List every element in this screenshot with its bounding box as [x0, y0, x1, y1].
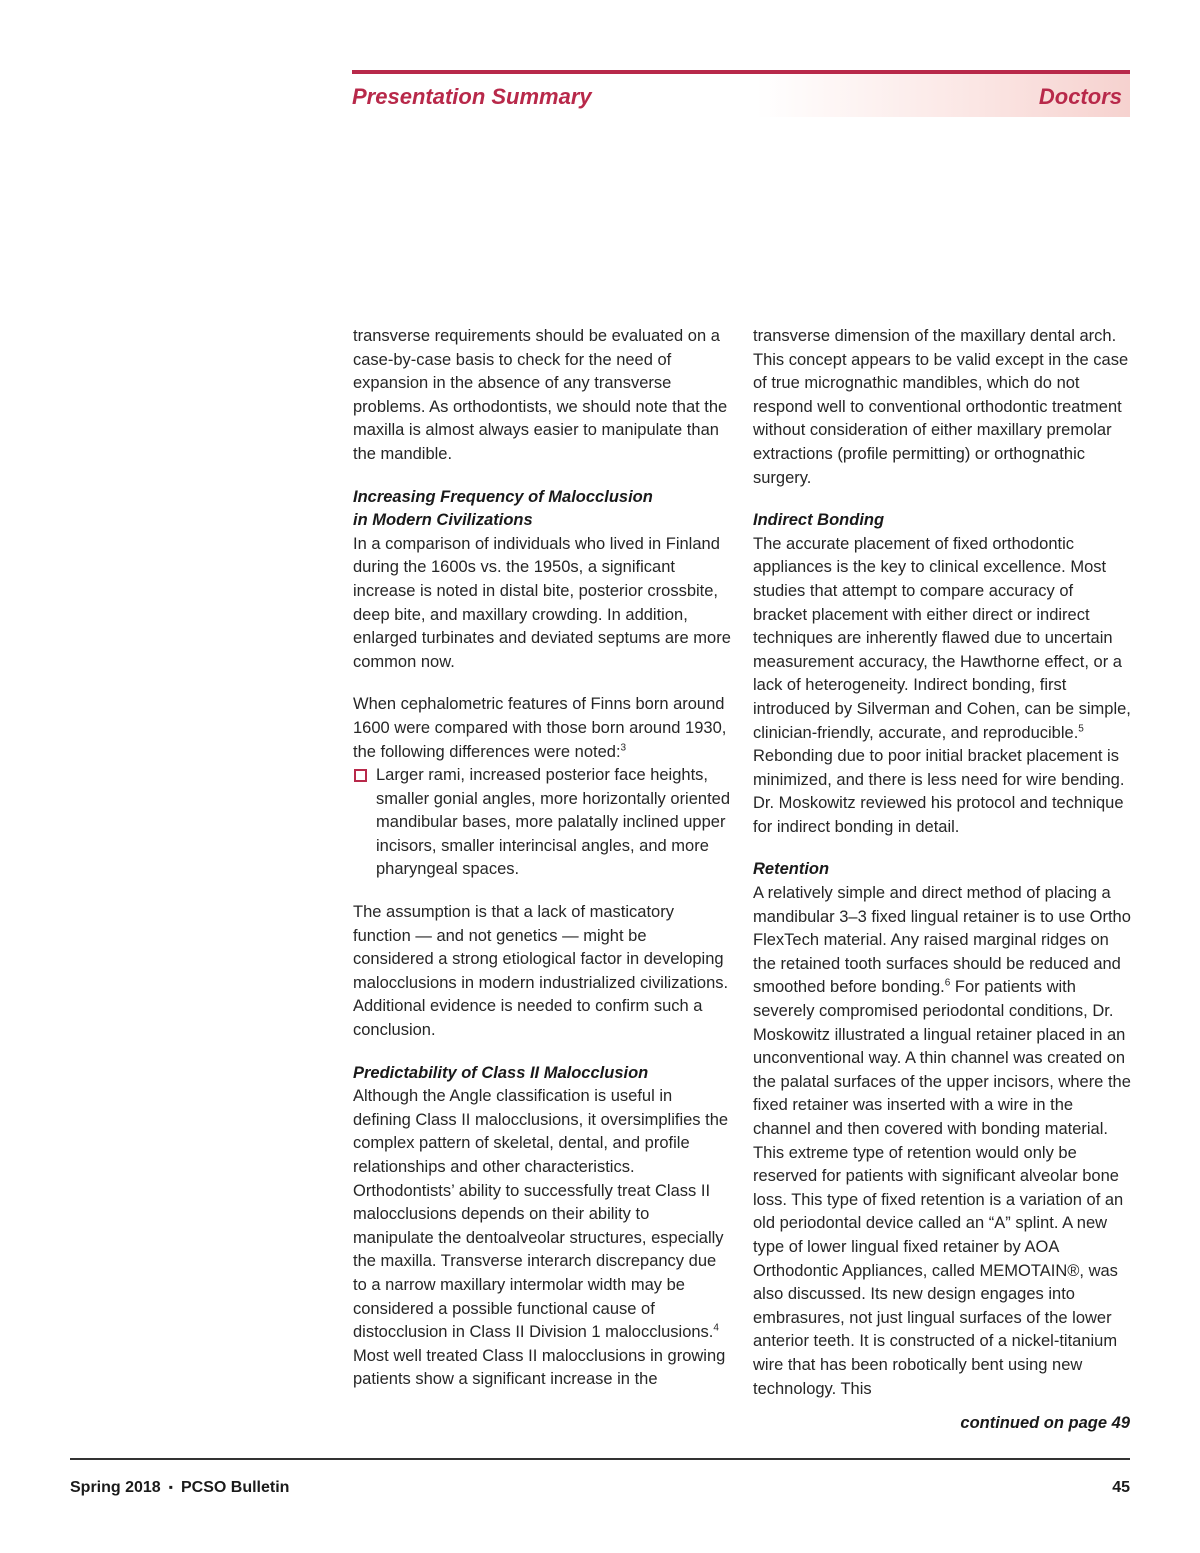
section-header	[352, 70, 1130, 117]
paragraph	[353, 693, 731, 764]
list-item	[353, 764, 731, 882]
paragraph	[753, 882, 1131, 1401]
reference-marker: 6	[944, 977, 951, 989]
reference-marker: 4	[713, 1322, 719, 1334]
paragraph	[753, 533, 1131, 840]
paragraph	[353, 1085, 731, 1392]
reference-marker: 3	[620, 742, 627, 753]
paragraph: In a comparison of individuals who lived in Finland during the 1600s vs. the 1950s, a significant increase is noted in distal bite, posterior crossbite, deep bite, and maxillary crowding. In addition, enlarged turbinates and deviated septums are more common now.	[353, 534, 731, 671]
left-column	[353, 325, 731, 1411]
list-item-text: Larger rami, increased posterior face heights, smaller gonial angles, more horizontally oriented mandibular bases, more palatally inclined upper incisors, smaller interincisal angles, and more pharyngeal spaces.	[376, 766, 731, 879]
reference-marker: 5	[1078, 723, 1084, 734]
paragraph-text: The accurate placement of fixed orthodontic appliances is the key to clinical excellence. Most studies that attempt to compare accuracy of bracket placement with either direct or indirect techniques are inherently flawed due to uncertain measurement accuracy, the Hawthorne effect, or a lack of heterogeneity. Indirect bonding, first introduced by Silverman and Cohen, can be simple, clinician-friendly, accurate, and reproducible.	[753, 534, 1131, 742]
square-bullet-icon	[354, 769, 367, 782]
footer-divider	[70, 1458, 1130, 1460]
page-number: 45	[1112, 1479, 1130, 1496]
bullet-list	[353, 764, 731, 882]
subheading-line: Increasing Frequency of Malocclusion	[353, 487, 653, 506]
subheading: Predictability of Class II Malocclusion	[353, 1063, 649, 1082]
paragraph-text: Most well treated Class II malocclusions in growing patients show a significant increase in the	[353, 1346, 726, 1389]
paragraph-text: Rebonding due to poor initial bracket placement is minimized, and there is less need for wire bending. Dr. Moskowitz reviewed his protocol and technique for indirect bonding in detail.	[753, 747, 1125, 836]
continued-note: continued on page 49	[960, 1414, 1130, 1432]
paragraph-text: A relatively simple and direct method of placing a mandibular 3–3 fixed lingual retainer is to use Ortho FlexTech material. Any raised marginal ridges on the retained tooth surfaces should be reduced and smoothed before bonding.	[753, 884, 1131, 997]
paragraph-text: When cephalometric features of Finns born around 1600 were compared with those born around 1930, the following differences were noted:	[353, 695, 727, 761]
paragraph: The assumption is that a lack of masticatory function — and not genetics — might be considered a strong etiological factor in developing malocclusions in modern industrialized civilizations. Additional evidence is needed to confirm such a conclusion.	[353, 903, 729, 1040]
publication-name: PCSO Bulletin	[180, 1479, 290, 1496]
paragraph: transverse requirements should be evaluated on a case-by-case basis to check for the need of expansion in the absence of any transverse problems. As orthodontists, we should note that the maxilla is almost always easier to manipulate than the mandible.	[353, 327, 728, 463]
separator-icon: ▪	[168, 1480, 173, 1494]
paragraph: transverse dimension of the maxillary dental arch. This concept appears to be valid except in the case of true micrognathic mandibles, which do not respond well to conventional orthodontic treatment without consideration of either maxillary premolar extractions (profile permitting) or orthognathic surgery.	[753, 327, 1129, 487]
subheading: Retention	[753, 860, 830, 879]
right-column	[753, 325, 1131, 1420]
footer-issue	[70, 1479, 289, 1497]
section-title: Presentation Summary	[352, 84, 592, 109]
subheading	[353, 486, 731, 533]
paragraph-text: For patients with severely compromised periodontal conditions, Dr. Moskowitz illustrated a lingual retainer placed in an unconventional way. A thin channel was created on the palatal surfaces of the upper incisors, where the fixed retainer was inserted with a wire in the channel and then covered with bonding material. This extreme type of retention would only be reserved for patients with significant alveolar bone loss. This type of fixed retention is a variation of an old periodontal device called an “A” splint. A new type of lower lingual fixed retainer by AOA Orthodontic Appliances, called MEMOTAIN®, was also discussed. Its new design engages into embrasures, not just lingual surfaces of the lower anterior teeth. It is constructed of a nickel-titanium wire that has been robotically bent using new technology. This	[753, 978, 1131, 1398]
subheading-line: in Modern Civilizations	[353, 511, 533, 530]
section-tag: Doctors	[1038, 84, 1122, 109]
paragraph-text: Although the Angle classification is useful in defining Class II malocclusions, it oversimplifies the complex pattern of skeletal, dental, and profile relationships and other characteristics. Orthodontists’ ability to successfully treat Class II malocclusions depends on their ability to manipulate the dentoalveolar structures, especially the maxilla. Transverse interarch discrepancy due to a narrow maxillary intermolar width may be considered a possible functional cause of distocclusion in Class II Division 1 malocclusions.	[353, 1087, 729, 1342]
issue-date: Spring 2018	[70, 1479, 161, 1496]
subheading: Indirect Bonding	[753, 511, 885, 530]
